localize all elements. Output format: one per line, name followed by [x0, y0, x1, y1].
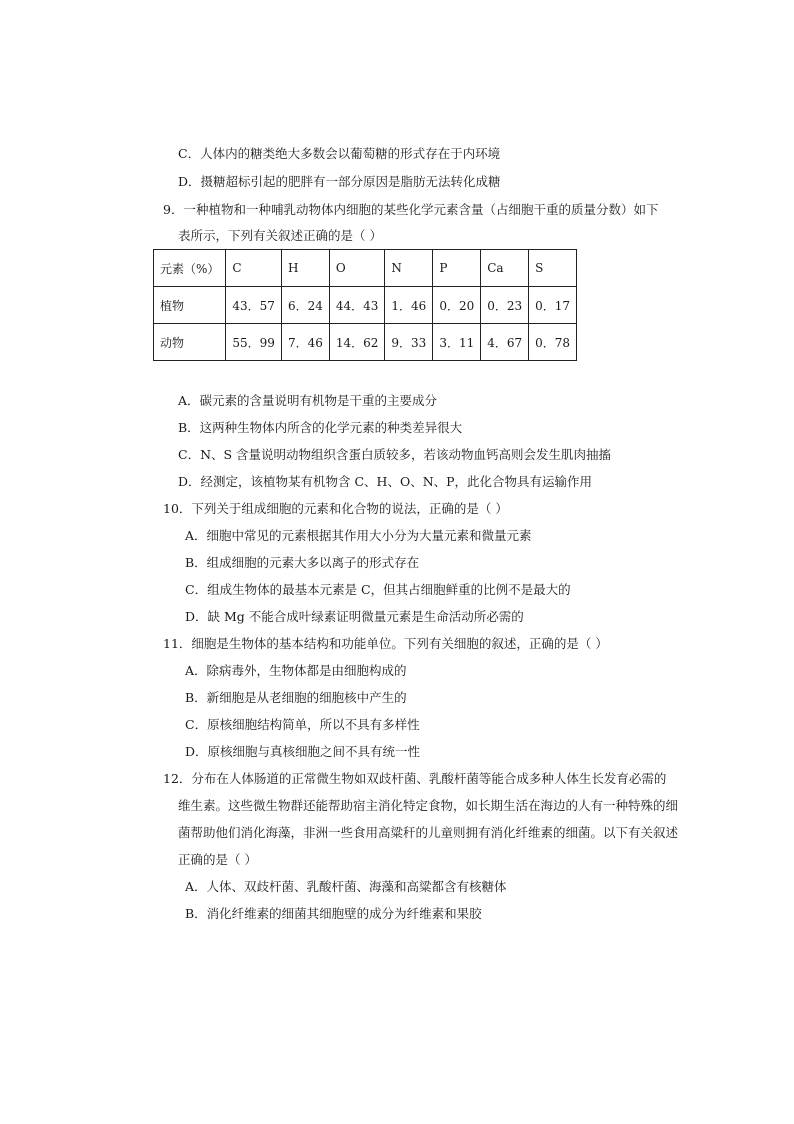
q10-option-b: B．组成细胞的元素大多以离子的形式存在: [185, 555, 420, 570]
q10-stem: 10．下列关于组成细胞的元素和化合物的说法，正确的是（ ）: [163, 501, 508, 516]
table-header-cell: O: [329, 250, 385, 287]
prev-option-d: D．摄糖超标引起的肥胖有一部分原因是脂肪无法转化成糖: [178, 174, 501, 189]
q11-option-b: B．新细胞是从老细胞的细胞核中产生的: [185, 690, 407, 705]
q12-option-a: A．人体、双歧杆菌、乳酸杆菌、海藻和高粱都含有核糖体: [185, 879, 507, 894]
table-cell: 14．62: [329, 324, 385, 361]
table-cell: 动物: [154, 324, 226, 361]
table-cell: 55．99: [226, 324, 282, 361]
table-cell: 43．57: [226, 287, 282, 324]
table-cell: 44．43: [329, 287, 385, 324]
table-header-cell: N: [385, 250, 433, 287]
q10-option-a: A．细胞中常见的元素根据其作用大小分为大量元素和微量元素: [185, 528, 532, 543]
q12-option-b: B．消化纤维素的细菌其细胞壁的成分为纤维素和果胶: [185, 906, 482, 921]
table-header-cell: C: [226, 250, 282, 287]
q10-option-d: D．缺 Mg 不能合成叶绿素证明微量元素是生命活动所必需的: [185, 609, 524, 624]
table-cell: 0．20: [433, 287, 481, 324]
q9-option-a: A．碳元素的含量说明有机物是干重的主要成分: [178, 393, 438, 408]
q9-option-c: C．N、S 含量说明动物组织含蛋白质较多，若该动物血钙高则会发生肌肉抽搐: [178, 447, 612, 462]
table-header-cell: H: [281, 250, 329, 287]
table-cell: 植物: [154, 287, 226, 324]
q9-stem-line1: 9．一种植物和一种哺乳动物体内细胞的某些化学元素含量（占细胞干重的质量分数）如下: [163, 202, 659, 217]
q12-stem-line4: 正确的是（ ）: [178, 852, 257, 867]
table-header-cell: S: [529, 250, 577, 287]
table-row: [154, 287, 577, 324]
table-cell: 0．17: [529, 287, 577, 324]
q10-option-c: C．组成生物体的最基本元素是 C，但其占细胞鲜重的比例不是最大的: [185, 582, 571, 597]
q9-stem-line2: 表所示，下列有关叙述正确的是（ ）: [178, 228, 382, 243]
q11-option-c: C．原核细胞结构简单，所以不具有多样性: [185, 717, 420, 732]
table-header-row: [154, 250, 577, 287]
table-header-cell: 元素（%）: [154, 250, 226, 287]
table-cell: 0．78: [529, 324, 577, 361]
table-header-cell: Ca: [481, 250, 529, 287]
table-cell: 6．24: [281, 287, 329, 324]
q11-option-a: A．除病毒外，生物体都是由细胞构成的: [185, 663, 407, 678]
table-cell: 3．11: [433, 324, 481, 361]
q12-stem-line1: 12．分布在人体肠道的正常微生物如双歧杆菌、乳酸杆菌等能合成多种人体生长发育必需的: [163, 771, 667, 786]
table-header-cell: P: [433, 250, 481, 287]
table-cell: 1．46: [385, 287, 433, 324]
q9-option-d: D．经测定，该植物某有机物含 C、H、O、N、P，此化合物具有运输作用: [178, 474, 593, 489]
table-row: [154, 324, 577, 361]
table-cell: 7．46: [281, 324, 329, 361]
prev-option-c: C．人体内的糖类绝大多数会以葡萄糖的形式存在于内环境: [178, 146, 501, 161]
table-cell: 0．23: [481, 287, 529, 324]
element-content-table: [153, 249, 577, 361]
q12-stem-line3: 菌帮助他们消化海藻，非洲一些食用高粱秆的儿童则拥有消化纤维素的细菌。以下有关叙述: [178, 825, 679, 840]
q12-stem-line2: 维生素。这些微生物群还能帮助宿主消化特定食物，如长期生活在海边的人有一种特殊的细: [178, 798, 679, 813]
q11-stem: 11．细胞是生物体的基本结构和功能单位。下列有关细胞的叙述，正确的是（ ）: [163, 636, 608, 651]
q9-option-b: B．这两种生物体内所含的化学元素的种类差异很大: [178, 420, 463, 435]
table-cell: 4．67: [481, 324, 529, 361]
q11-option-d: D．原核细胞与真核细胞之间不具有统一性: [185, 744, 421, 759]
table-cell: 9．33: [385, 324, 433, 361]
